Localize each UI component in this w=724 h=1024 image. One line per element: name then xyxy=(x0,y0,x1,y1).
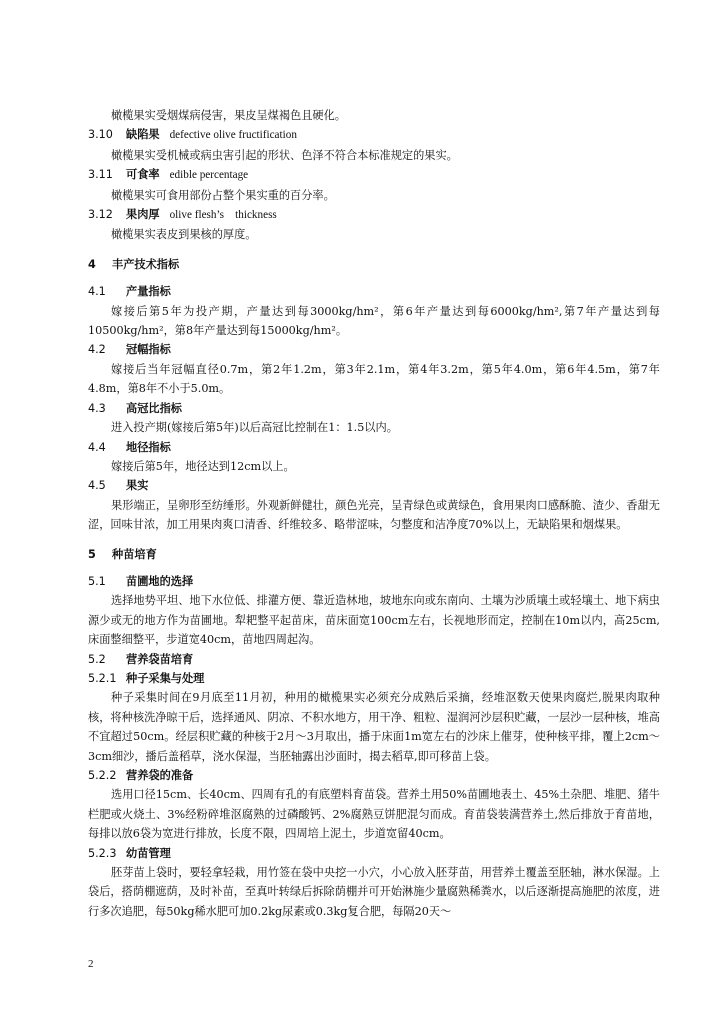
chapter-title: 种苗培育 xyxy=(112,547,157,561)
section-title: 缺陷果 xyxy=(126,128,160,142)
section-title: 果肉厚 xyxy=(126,208,160,222)
section-number: 5.2 xyxy=(88,652,106,666)
section-heading xyxy=(88,282,660,301)
section-number: 4.3 xyxy=(88,401,106,415)
paragraph: 橄榄果实可食用部份占整个果实重的百分率。 xyxy=(111,188,335,202)
section-number: 5.2.1 xyxy=(88,671,117,685)
section-heading xyxy=(88,844,660,863)
section-heading xyxy=(88,205,660,225)
section-heading xyxy=(88,125,660,145)
paragraph: 嫁接后当年冠幅直径0.7m，第2年1.2m，第3年2.1m，第4年3.2m，第5年4.0m，第6年4.5m，第7年4.8m，第8年不小于5.0m。 xyxy=(88,362,660,396)
spacer xyxy=(88,564,660,572)
section-number: 3.10 xyxy=(88,128,113,142)
paragraph: 橄榄果实表皮到果核的厚度。 xyxy=(111,228,257,242)
paragraph: 胚芽苗上袋时，要轻拿轻栽，用竹签在袋中央挖一小穴，小心放入胚芽苗，用营养土覆盖至胚轴，淋水保湿。上袋后，搭荫棚遮荫，及时补苗，至真叶转绿后拆除荫棚并可开始淋施少量腐熟稀粪水，以后逐渐提高施肥的浓度，进行多次追肥，每50kg稀水肥可加0.2kg尿素或0.3kg复合肥，每隔20天～ xyxy=(88,866,660,918)
term-english: defective olive fructification xyxy=(169,129,297,142)
section-heading xyxy=(88,476,660,495)
paragraph: 嫁接后第5年为投产期，产量达到每3000kg/hm²，第6年产量达到每6000kg/hm²,第7年产量达到每10500kg/hm²，第8年产量达到每15000kg/hm²。 xyxy=(88,304,660,338)
paragraph: 橄榄果实受机械或病虫害引起的形状、色泽不符合本标准规定的果实。 xyxy=(111,148,458,162)
spacer xyxy=(88,535,660,545)
paragraph: 果形端正，呈卵形至纺缍形。外观新鲜健壮，颜色光亮，呈青绿色或黄绿色，食用果肉口感酥脆、渣少、香甜无涩，回味甘浓，加工用果肉爽口清香、纤维较多、略带涩味，匀整度和洁净度70%以上，无缺陷果和烟煤果。 xyxy=(88,498,660,532)
section-heading xyxy=(88,165,660,185)
section-heading xyxy=(88,399,660,418)
section-heading xyxy=(88,669,660,688)
paragraph: 橄榄果实受烟煤病侵害，果皮呈煤褐色且硬化。 xyxy=(111,109,346,122)
page-number: 2 xyxy=(88,958,94,970)
section-title: 地径指标 xyxy=(126,440,171,454)
section-number: 5.2.3 xyxy=(88,846,117,860)
paragraph: 嫁接后第5年，地径达到12cm以上。 xyxy=(111,459,295,473)
section-heading xyxy=(88,340,660,359)
term-english: olive flesh’s thickness xyxy=(169,209,277,222)
section-number: 3.11 xyxy=(88,168,113,182)
section-heading xyxy=(88,438,660,457)
section-number: 5.2.2 xyxy=(88,769,117,782)
section-number: 4.2 xyxy=(88,343,106,357)
spacer xyxy=(88,245,660,255)
section-number: 4.4 xyxy=(88,440,106,454)
paragraph: 种子采集时间在9月底至11月初，种用的橄榄果实必须充分成熟后采摘，经堆沤数天使果肉腐烂,脱果肉取种核，将种核洗净晾干后，选择通风、阴凉、不积水地方，用干净、粗粒、湿润河沙层积贮藏，一层沙一层种核，堆高不宜超过50cm。经层积贮藏的种核于2月～3月取出，播于床面1m宽左右的沙床上催芽，使种核平排，覆上2cm～3cm细沙，播后盖稻草，浇水保湿，当胚轴露出沙面时，揭去稻草,即可移苗上袋。 xyxy=(88,691,660,763)
section-number: 3.12 xyxy=(88,208,113,222)
section-title: 可食率 xyxy=(126,168,160,182)
section-number: 5.1 xyxy=(88,574,106,588)
section-title: 高冠比指标 xyxy=(126,401,182,415)
spacer xyxy=(88,274,660,282)
section-title: 苗圃地的选择 xyxy=(126,574,194,588)
chapter-number: 4 xyxy=(88,257,96,271)
chapter-number: 5 xyxy=(88,547,96,561)
section-title: 幼苗管理 xyxy=(126,846,171,860)
chapter-heading xyxy=(88,255,660,274)
page-content xyxy=(88,106,660,921)
section-number: 4.1 xyxy=(88,285,106,299)
section-title: 果实 xyxy=(126,479,149,493)
chapter-title: 丰产技术指标 xyxy=(112,257,180,271)
section-heading xyxy=(88,572,660,591)
section-heading xyxy=(88,766,660,785)
section-title: 种子采集与处理 xyxy=(126,671,205,685)
paragraph: 选择地势平坦、地下水位低、排灌方便、靠近造林地，坡地东向或东南向、土壤为沙质壤土或轻壤土、地下病虫源少或无的地方作为苗圃地。犁耙整平起苗床，苗床面宽100cm左右，长视地形而定，控制在10m以内，高25cm,床面整细整平，步道宽40cm，苗地四周起沟。 xyxy=(88,594,660,647)
chapter-heading xyxy=(88,545,660,564)
paragraph: 进入投产期(嫁接后第5年)以后高冠比控制在1：1.5以内。 xyxy=(111,421,398,435)
section-heading xyxy=(88,650,660,669)
section-title: 产量指标 xyxy=(126,285,171,299)
section-title: 营养袋的准备 xyxy=(126,769,194,782)
paragraph: 选用口径15cm、长40cm、四周有孔的有底塑料育苗袋。营养土用50%苗圃地表土、45%土杂肥、堆肥、猪牛栏肥或火烧土、3%经粉碎堆沤腐熟的过磷酸钙、2%腐熟豆饼肥混匀而成。育苗袋装满营养土,然后排放于育苗地，每排以放6袋为宽进行排放，长度不限，四周培上泥土，步道宽留40cm。 xyxy=(88,788,660,841)
section-number: 4.5 xyxy=(88,479,106,493)
term-english: edible percentage xyxy=(169,169,249,182)
section-title: 营养袋苗培育 xyxy=(126,652,194,666)
section-title: 冠幅指标 xyxy=(126,343,171,357)
